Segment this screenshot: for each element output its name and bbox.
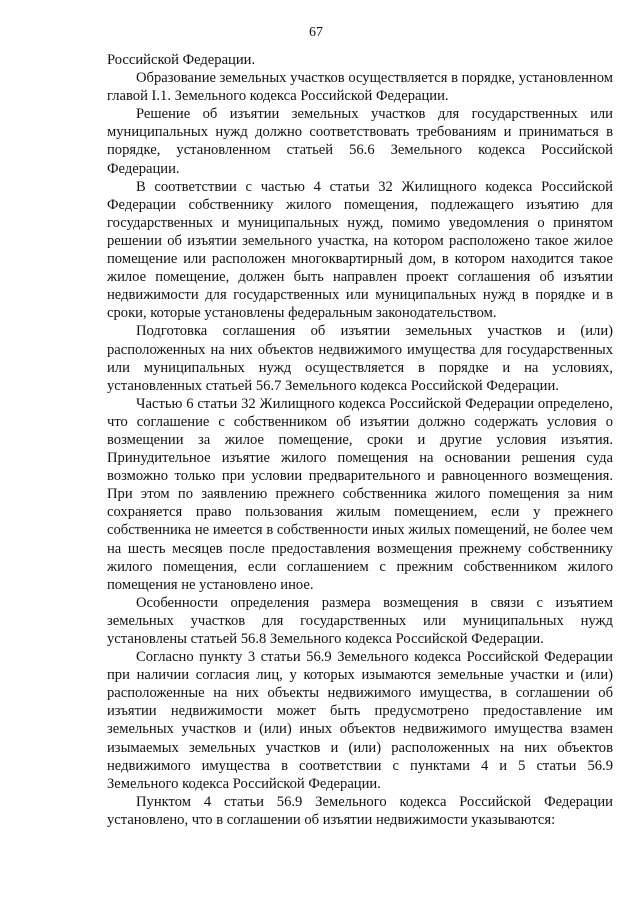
paragraph: Частью 6 статьи 32 Жилищного кодекса Российской Федерации определено, что соглашение с собственником об изъятии должно содержать условия о возмещении за жилое помещение, сроки и другие условия изъятия. Принудительное изъятие жилого помещения на основании решения суда возможно только при условии предварительного и равноценного возмещения. При этом по заявлению прежнего собственника жилого помещения за ним сохраняется право пользования жилым помещением, если у прежнего собственника не имеется в собственности иных жилых помещений, не более чем на шесть месяцев после предоставления возмещения прежнему собственнику жилого помещения, если соглашением с прежним собственником жилого помещения не установлено иное. — [107, 395, 613, 593]
paragraph: Решение об изъятии земельных участков для государственных или муниципальных нужд должно соответствовать требованиям и приниматься в порядке, установленном статьей 56.6 Земельного кодекса Российской Федерации. — [107, 106, 613, 177]
document-body — [107, 51, 613, 829]
paragraph: Согласно пункту 3 статьи 56.9 Земельного кодекса Российской Федерации при наличии согласия лиц, у которых изымаются земельные участки и (или) расположенные на них объекты недвижимого имущества, в соглашении об изъятии недвижимости может быть предусмотрено предоставление им земельных участков и (или) иных объектов недвижимого имущества взамен изымаемых земельных участков и (или) расположенных на них объектов недвижимого имущества в соответствии с пунктами 4 и 5 статьи 56.9 Земельного кодекса Российской Федерации. — [107, 649, 613, 792]
paragraph: Российской Федерации. — [107, 52, 256, 68]
paragraph: Образование земельных участков осуществляется в порядке, установленном главой I.1. Земельного кодекса Российской Федерации. — [107, 70, 613, 105]
paragraph: В соответствии с частью 4 статьи 32 Жилищного кодекса Российской Федерации собственнику жилого помещения, подлежащего изъятию для государственных и муниципальных нужд, помимо уведомления о принятом решении об изъятии земельного участка, на котором расположено такое жилое помещение или расположен многоквартирный дом, в котором находится такое жилое помещение, должен быть направлен проект соглашения об изъятии недвижимости для государственных или муниципальных нужд в порядке и в сроки, которые установлены федеральным законодательством. — [107, 178, 613, 322]
paragraph: Особенности определения размера возмещения в связи с изъятием земельных участков для государственных или муниципальных нужд установлены статьей 56.8 Земельного кодекса Российской Федерации. — [107, 594, 613, 647]
paragraph: Пунктом 4 статьи 56.9 Земельного кодекса Российской Федерации установлено, что в соглашении об изъятии недвижимости указываются: — [107, 793, 613, 828]
page-number: 67 — [309, 25, 323, 40]
paragraph: Подготовка соглашения об изъятии земельных участков и (или) расположенных на них объектов недвижимого имущества для государственных или муниципальных нужд осуществляется в порядке и на условиях, установленных статьей 56.7 Земельного кодекса Российской Федерации. — [107, 323, 613, 394]
